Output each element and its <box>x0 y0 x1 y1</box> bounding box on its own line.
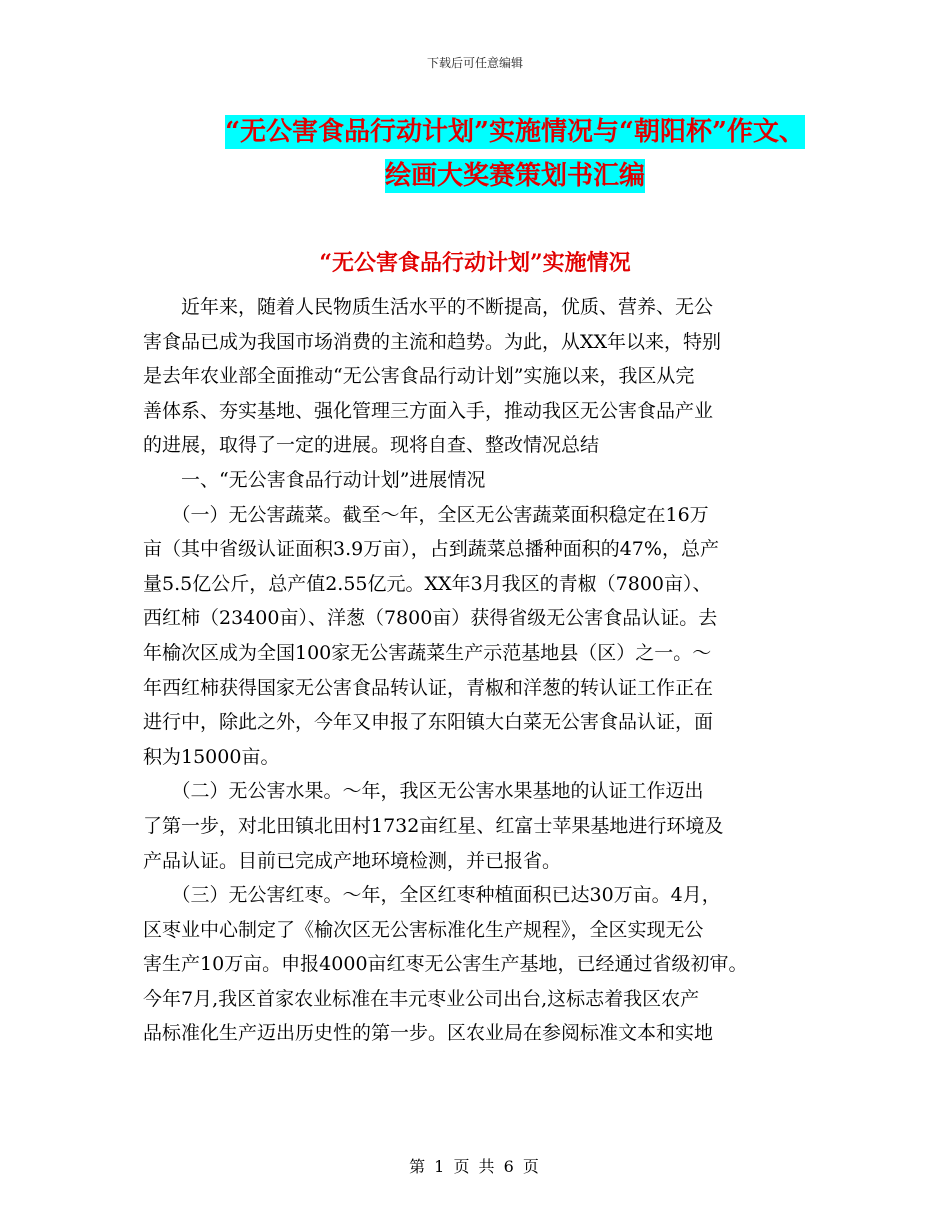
text-line: 近年来，随着人民物质生活水平的不断提高，优质、营养、无公 <box>143 296 714 318</box>
page-header-note: 下载后可任意编辑 <box>426 56 523 70</box>
text-line: 进行中，除此之外，今年又申报了东阳镇大白菜无公害食品认证，面 <box>143 711 714 734</box>
text-line: 今年7月,我区首家农业标准在丰元枣业公司出台,这标志着我区农产 <box>143 987 700 1010</box>
text-line: 年西红柿获得国家无公害食品转认证，青椒和洋葱的转认证工作正在 <box>143 676 714 699</box>
text-line: 年榆次区成为全国100家无公害蔬菜生产示范基地县（区）之一。～ <box>143 641 712 664</box>
text-line: 害生产10万亩。申报4000亩红枣无公害生产基地，已经通过省级初审。 <box>143 953 748 976</box>
body-text <box>143 290 823 1051</box>
text-line: 善体系、夯实基地、强化管理三方面入手，推动我区无公害食品产业 <box>143 399 714 422</box>
text-line: 西红柿（23400亩）、洋葱（7800亩）获得省级无公害食品认证。去 <box>143 607 718 630</box>
text-line: （三）无公害红枣。～年，全区红枣种植面积已达30万亩。4月， <box>143 884 721 907</box>
title-line-1: “无公害食品行动计划”实施情况与“朝阳杯”作文、 <box>225 117 805 147</box>
text-line: 害食品已成为我国市场消费的主流和趋势。为此，从XX年以来，特别 <box>143 330 722 353</box>
text-line: 积为15000亩。 <box>143 745 280 768</box>
text-line: （一）无公害蔬菜。截至～年，全区无公害蔬菜面积稳定在16万 <box>143 503 709 526</box>
section-title: “无公害食品行动计划”实施情况 <box>319 250 631 276</box>
text-line: 产品认证。目前已完成产地环境检测，并已报省。 <box>143 849 562 872</box>
page-footer: 第 1 页 共 6 页 <box>409 1157 541 1176</box>
text-line: 亩（其中省级认证面积3.9万亩），占到蔬菜总播种面积的47%，总产 <box>143 538 719 561</box>
text-line: 量5.5亿公斤，总产值2.55亿元。XX年3月我区的青椒（7800亩）、 <box>143 572 712 595</box>
text-line: 的进展，取得了一定的进展。现将自查、整改情况总结 <box>143 434 600 457</box>
title-line-2: 绘画大奖赛策划书汇编 <box>384 161 645 191</box>
text-line: （二）无公害水果。～年，我区无公害水果基地的认证工作迈出 <box>143 780 704 803</box>
text-line: 一、“无公害食品行动计划”进展情况 <box>143 468 486 491</box>
text-line: 区枣业中心制定了《榆次区无公害标准化生产规程》，全区实现无公 <box>143 918 704 941</box>
document-title <box>195 110 835 198</box>
text-line: 了第一步，对北田镇北田村1732亩红星、红富士苹果基地进行环境及 <box>143 814 724 837</box>
text-line: 是去年农业部全面推动“无公害食品行动计划”实施以来，我区从完 <box>143 365 695 388</box>
text-line: 品标准化生产迈出历史性的第一步。区农业局在参阅标准文本和实地 <box>143 1022 714 1045</box>
